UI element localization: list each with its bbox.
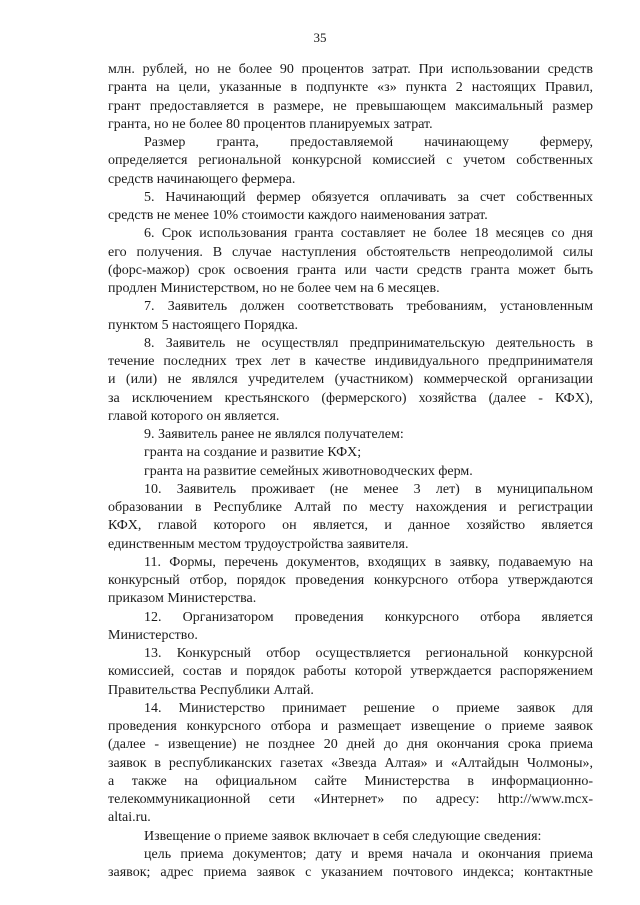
list-item: гранта на развитие семейных животноводческих ферм. [144,463,473,479]
text-line: (форс-мажор) срок освоения гранта или части средств гранта может быть [108,262,593,278]
text-line: конкурсный отбор, порядок проведения конкурсного отбора утверждаются [108,573,593,588]
text-line: его получения. В случае наступления обстоятельств непреодолимой силы [108,244,593,260]
text-line: altai.ru. [108,810,151,826]
text-line: грант предоставляется в размере, не превышающем максимальный размер [108,98,593,114]
text-line: определяется региональной конкурсной комиссией с учетом собственных [108,153,593,169]
text-line: млн. рублей, но не более 90 процентов затрат. При использовании средств [108,62,593,77]
text-line: средств не менее 10% стоимости каждого наименования затрат. [108,208,488,223]
text-line: 7. Заявитель должен соответствовать требованиям, установленным [144,299,593,315]
text-line: Размер гранта, предоставляемой начинающему фермеру, [144,135,593,150]
text-line: цель приема документов; дату и время начала и окончания приема [144,846,593,862]
text-line: приказом Министерства. [108,591,257,607]
text-line: Извещение о приеме заявок включает в себя следующие сведения: [144,828,542,844]
text-line: гранта, но не более 80 процентов планируемых затрат. [108,116,433,132]
text-line: заявок; адрес приема заявок с указанием почтового индекса; контактные [108,865,593,880]
text-line: Министерство. [108,627,198,643]
text-line: 9. Заявитель ранее не являлся получателем: [144,427,404,442]
text-line: а также на официальном сайте Министерства в информационно- [108,773,593,789]
text-line: 6. Срок использования гранта составляет не более 18 месяцев со дня [144,226,593,242]
text-line: комиссией, состав и порядок работы которой утверждается распоряжением [108,664,593,680]
text-line: пунктом 5 настоящего Порядка. [108,317,299,333]
text-line: 13. Конкурсный отбор осуществляется региональной конкурсной [144,646,593,661]
document-body [108,61,593,882]
text-line: 5. Начинающий фермер обязуется оплачивать за счет собственных [144,189,593,205]
text-line: проведения конкурсного отбора и размещает извещение о приеме заявок [108,719,593,734]
text-line: и (или) не являлся учредителем (участником) коммерческой организации [108,372,593,388]
page-number: 35 [313,30,327,45]
text-line: главой которого он является. [108,408,280,424]
text-line: 12. Организатором проведения конкурсного отбора является [144,609,593,625]
list-item: гранта на создание и развитие КФХ; [144,445,362,461]
text-line: течение последних трех лет в качестве индивидуального предпринимателя [108,354,593,369]
text-line: образовании в Республике Алтай по месту нахождения и регистрации [108,500,593,515]
text-line: 10. Заявитель проживает (не менее 3 лет) в муниципальном [144,481,593,497]
text-line: телекоммуникационной сети «Интернет» по адресу: http://www.mcx- [108,792,593,807]
text-line: КФХ, главой которого он является, и данное хозяйство является [108,518,593,534]
text-line: гранта на цели, указанные в подпункте «з» пункта 2 настоящих Правил, [108,80,593,96]
text-line: единственным местом трудоустройства заявителя. [108,536,409,552]
text-line: за исключением крестьянского (фермерского) хозяйства (далее - КФХ), [108,390,593,406]
text-line: средств начинающего фермера. [108,171,296,187]
text-line: 14. Министерство принимает решение о приеме заявок для [144,700,593,716]
text-line: заявок в республиканских газетах «Звезда Алтая» и «Алтайдын Чолмоны», [108,755,593,771]
text-line: продлен Министерством, но не более чем на 6 месяцев. [108,281,440,296]
text-line: (далее - извещение) не позднее 20 дней до дня окончания срока приема [108,737,593,753]
text-line: Правительства Республики Алтай. [108,682,314,698]
text-line: 11. Формы, перечень документов, входящих в заявку, подаваемую на [144,554,593,570]
text-line: 8. Заявитель не осуществлял предпринимательскую деятельность в [144,335,593,351]
